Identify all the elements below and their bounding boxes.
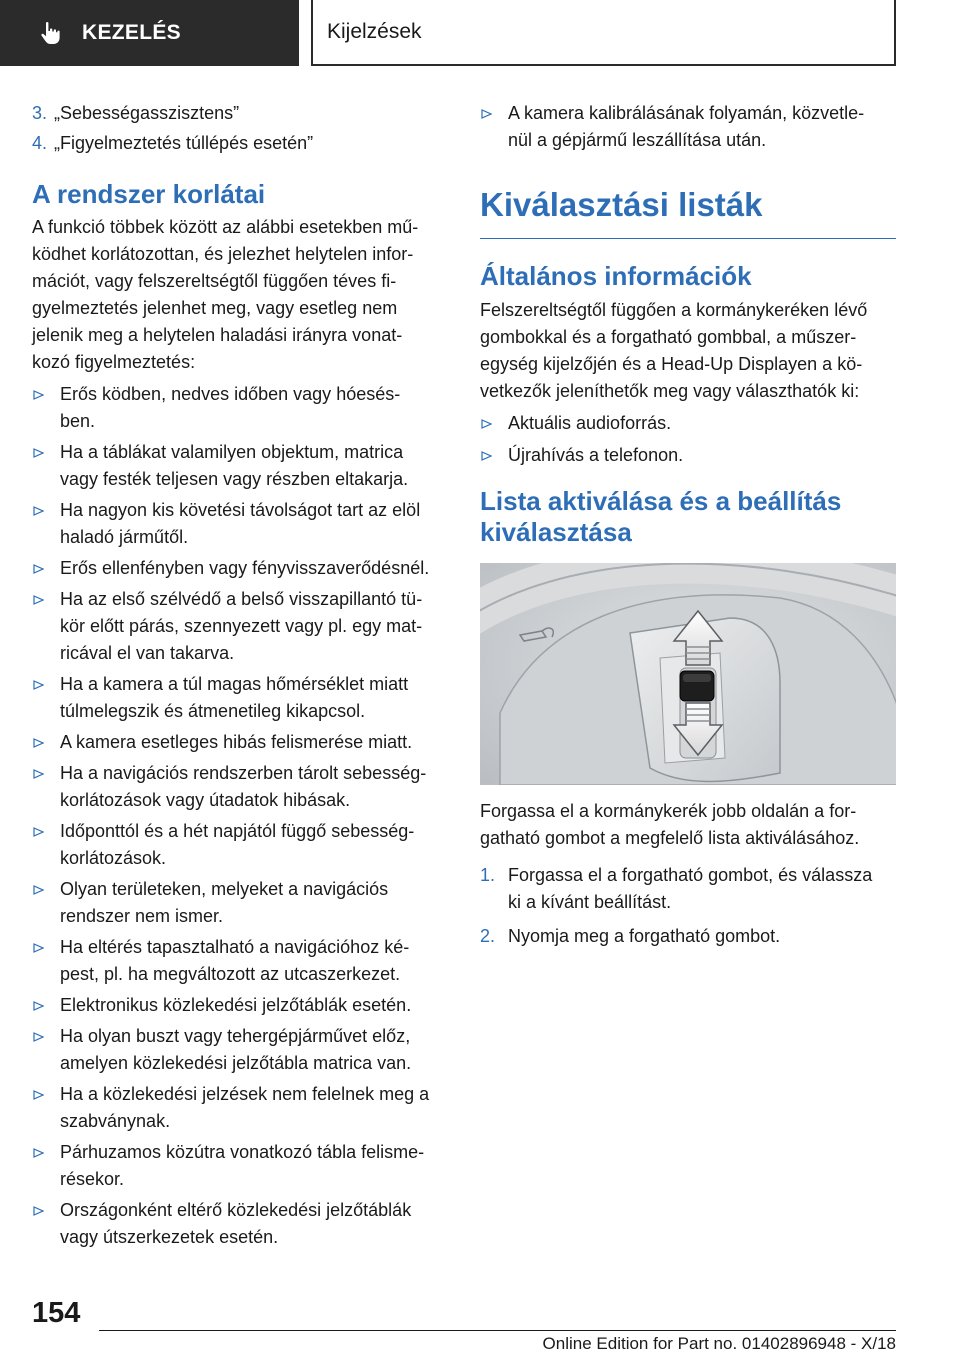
page-title: Kijelzések xyxy=(327,20,422,43)
bullet-text xyxy=(60,586,422,667)
text-line: egység kijelzőjén és a Head-Up Displayen a kö- xyxy=(480,354,863,374)
bullet-item xyxy=(32,818,450,872)
bullet-text xyxy=(60,1197,411,1251)
left-column xyxy=(32,100,450,1251)
text-line: gombokkal és a forgatható gombbal, a műszer- xyxy=(480,327,857,347)
triangle-bullet-icon xyxy=(32,934,60,988)
item-number: 3. xyxy=(32,103,48,123)
section-label: KEZELÉS xyxy=(82,21,181,44)
bullet-item xyxy=(32,992,450,1019)
item-text: „Sebességasszisztens” xyxy=(54,103,240,123)
general-bullet-list xyxy=(480,410,896,469)
steps-list xyxy=(480,862,896,950)
triangle-bullet-icon xyxy=(32,1023,60,1077)
steering-wheel-figure xyxy=(480,563,896,785)
triangle-bullet-icon xyxy=(32,1197,60,1251)
text-line: Aktuális audioforrás. xyxy=(508,413,672,433)
text-line: korlátozások vagy útadatok hibásak. xyxy=(60,790,351,810)
text-line: kozó figyelmeztetés: xyxy=(32,352,196,372)
bullet-item xyxy=(32,1197,450,1251)
step-item xyxy=(480,923,896,950)
text-line: korlátozások. xyxy=(60,848,167,868)
page-number: 154 xyxy=(32,1297,81,1329)
list-item xyxy=(32,100,450,127)
list-item xyxy=(32,130,450,157)
text-line: Nyomja meg a forgatható gombot. xyxy=(508,926,781,946)
text-line: A funkció többek között az alábbi esetekben mű- xyxy=(32,217,419,237)
triangle-bullet-icon xyxy=(32,586,60,667)
general-paragraph xyxy=(480,297,896,405)
text-line: A kamera kalibrálásának folyamán, közvetle- xyxy=(508,103,865,123)
bullet-text xyxy=(60,1023,411,1077)
right-column xyxy=(480,100,896,950)
text-line: ben. xyxy=(60,411,96,431)
text-line: Ha a kamera a túl magas hőmérséklet miatt xyxy=(60,674,409,694)
activate-heading xyxy=(480,486,896,548)
step-text xyxy=(508,923,780,950)
bullet-item xyxy=(480,410,896,437)
text-line: résekor. xyxy=(60,1169,125,1189)
text-line: vetkezők jeleníthetők meg vagy választhatók ki: xyxy=(480,381,860,401)
text-line: Ha a táblákat valamilyen objektum, matrica xyxy=(60,442,404,462)
step-number: 1. xyxy=(480,865,496,885)
bullet-text xyxy=(60,729,412,756)
bullet-item xyxy=(32,497,450,551)
text-line: Ha olyan buszt vagy tehergépjárművet előz, xyxy=(60,1026,411,1046)
text-line: haladó járműtől. xyxy=(60,527,189,547)
general-heading: Általános információk xyxy=(480,261,752,291)
text-line: ki a kívánt beállítást. xyxy=(508,892,672,912)
text-line: Ha a navigációs rendszerben tárolt sebesség- xyxy=(60,763,427,783)
triangle-bullet-icon xyxy=(480,100,508,154)
bullet-item xyxy=(32,586,450,667)
bullet-text xyxy=(60,1081,429,1135)
text-line: Erős ködben, nedves időben vagy hóesés- xyxy=(60,384,401,404)
bullet-item xyxy=(32,381,450,435)
bullet-text xyxy=(508,442,683,469)
text-line: gatható gombot a megfelelő lista aktiválásához. xyxy=(480,828,860,848)
bullet-text xyxy=(508,100,864,154)
bullet-item xyxy=(32,1023,450,1077)
step-text xyxy=(508,862,872,916)
bullet-text xyxy=(60,760,426,814)
text-line: túlmelegszik és átmenetileg kikapcsol. xyxy=(60,701,366,721)
text-line: Ha az első szélvédő a belső visszapillantó tü- xyxy=(60,589,423,609)
text-line: rendszer nem ismer. xyxy=(60,906,224,926)
triangle-bullet-icon xyxy=(32,497,60,551)
text-line: vagy festék teljesen vagy részben eltakarja. xyxy=(60,469,409,489)
page-title-box xyxy=(311,0,896,66)
triangle-bullet-icon xyxy=(32,876,60,930)
text-line: Forgassa el a forgatható gombot, és válassza xyxy=(508,865,873,885)
bullet-item xyxy=(32,876,450,930)
edition-text: Online Edition for Part no. 01402896948 - X/18 xyxy=(542,1334,896,1353)
text-line: Felszereltségtől függően a kormánykeréken lévő xyxy=(480,300,868,320)
text-line: Elektronikus közlekedési jelzőtáblák esetén. xyxy=(60,995,412,1015)
bullet-text xyxy=(60,818,414,872)
bullet-text xyxy=(60,876,388,930)
item-text: „Figyelmeztetés túllépés esetén” xyxy=(54,133,314,153)
bullet-item xyxy=(480,442,896,469)
triangle-bullet-icon xyxy=(32,671,60,725)
bullet-text xyxy=(60,381,400,435)
text-line: jelenik meg a helytelen haladási irányra vonat- xyxy=(32,325,403,345)
text-line: Forgassa el a kormánykerék jobb oldalán a for- xyxy=(480,801,857,821)
triangle-bullet-icon xyxy=(32,729,60,756)
triangle-bullet-icon xyxy=(32,439,60,493)
bullet-text xyxy=(60,671,408,725)
bullet-item xyxy=(480,100,896,154)
bullet-item xyxy=(32,729,450,756)
section-tab xyxy=(0,0,299,66)
text-line: Olyan területeken, melyeket a navigációs xyxy=(60,879,389,899)
text-line: Ha eltérés tapasztalható a navigációhoz ké- xyxy=(60,937,410,957)
bullet-item xyxy=(32,555,450,582)
text-line: A kamera esetleges hibás felismerése miatt. xyxy=(60,732,413,752)
triangle-bullet-icon xyxy=(32,381,60,435)
text-line: gyelmeztetés jelenhet meg, vagy esetleg nem xyxy=(32,298,398,318)
figure-caption xyxy=(480,798,896,852)
bullet-item xyxy=(32,760,450,814)
triangle-bullet-icon xyxy=(32,1139,60,1193)
text-line: kör előtt párás, szennyezett vagy pl. egy mat- xyxy=(60,616,423,636)
triangle-bullet-icon xyxy=(480,410,508,437)
main-heading: Kiválasztási listák xyxy=(480,186,763,223)
limits-paragraph xyxy=(32,214,450,376)
bullet-text xyxy=(60,555,429,582)
item-number: 4. xyxy=(32,133,48,153)
triangle-bullet-icon xyxy=(32,555,60,582)
text-line: Országonként eltérő közlekedési jelzőtáblák xyxy=(60,1200,412,1220)
triangle-bullet-icon xyxy=(32,1081,60,1135)
bullet-item xyxy=(32,439,450,493)
text-line: ködhet korlátozottan, és jelezhet helytelen infor- xyxy=(32,244,414,264)
bullet-item xyxy=(32,934,450,988)
text-line: ricával el van takarva. xyxy=(60,643,235,663)
bullet-text xyxy=(60,1139,424,1193)
text-line: nül a gépjármű leszállítása után. xyxy=(508,130,767,150)
heading-line: Lista aktiválása és a beállítás xyxy=(480,486,842,516)
text-line: Párhuzamos közútra vonatkozó tábla felisme- xyxy=(60,1142,425,1162)
text-line: Erős ellenfényben vagy fényvisszaverődésnél. xyxy=(60,558,430,578)
bullet-item xyxy=(32,1081,450,1135)
triangle-bullet-icon xyxy=(32,992,60,1019)
text-line: mációt, vagy felszereltségtől függően téves fi- xyxy=(32,271,397,291)
calibration-bullet xyxy=(480,100,896,154)
step-number: 2. xyxy=(480,926,496,946)
text-line: Időponttól és a hét napjától függő sebesség- xyxy=(60,821,415,841)
footer-rule xyxy=(99,1330,896,1331)
text-line: vagy útszerkezetek esetén. xyxy=(60,1227,279,1247)
text-line: szabványnak. xyxy=(60,1111,171,1131)
bullet-item xyxy=(32,1139,450,1193)
triangle-bullet-icon xyxy=(32,818,60,872)
numbered-list xyxy=(32,100,450,157)
bullet-text xyxy=(60,439,408,493)
step-item xyxy=(480,862,896,916)
bullet-text xyxy=(60,992,411,1019)
heading-rule xyxy=(480,238,896,239)
steering-wheel-roller-image xyxy=(480,563,896,785)
text-line: Ha nagyon kis követési távolságot tart az elöl xyxy=(60,500,421,520)
limits-bullet-list xyxy=(32,381,450,1251)
limits-heading: A rendszer korlátai xyxy=(32,179,266,209)
hand-pointer-icon xyxy=(38,20,64,46)
text-line: pest, pl. ha megváltozott az utcaszerkezet. xyxy=(60,964,401,984)
page-header xyxy=(0,0,960,66)
triangle-bullet-icon xyxy=(32,760,60,814)
triangle-bullet-icon xyxy=(480,442,508,469)
bullet-text xyxy=(508,410,671,437)
bullet-text xyxy=(60,934,409,988)
bullet-text xyxy=(60,497,420,551)
text-line: amelyen közlekedési jelzőtábla matrica van. xyxy=(60,1053,412,1073)
bullet-item xyxy=(32,671,450,725)
text-line: Ha a közlekedési jelzések nem felelnek meg a xyxy=(60,1084,430,1104)
heading-line: kiválasztása xyxy=(480,517,632,547)
text-line: Újrahívás a telefonon. xyxy=(508,445,684,465)
